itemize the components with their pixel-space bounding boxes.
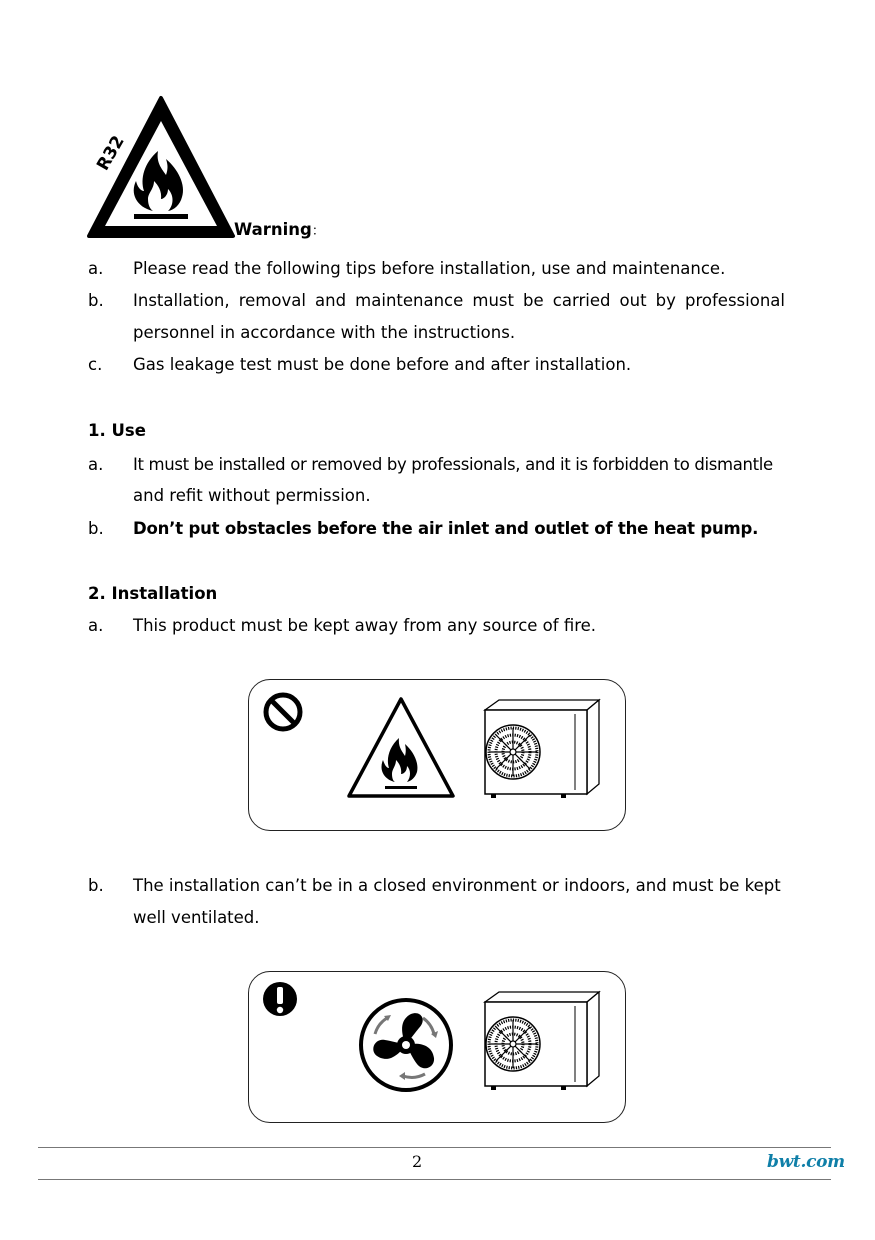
intro-item-b-text-line2: personnel in accordance with the instructions. — [133, 323, 516, 342]
intro-item-c-text: Gas leakage test must be done before and after installation. — [133, 355, 632, 374]
intro-item-a-label: a. — [88, 259, 104, 278]
section-installation-heading: 2. Installation — [88, 584, 218, 603]
warning-title — [234, 220, 325, 242]
figure-keep-away-from-fire — [248, 679, 626, 831]
exclamation-mandatory-icon — [261, 980, 299, 1018]
installation-item-b-label: b. — [88, 876, 104, 895]
installation-item-b-text-line1: The installation can’t be in a closed environment or indoors, and must be kept — [133, 876, 781, 895]
intro-item-b-label: b. — [88, 291, 104, 310]
intro-item-a-text: Please read the following tips before installation, use and maintenance. — [133, 259, 726, 278]
figure-well-ventilated — [248, 971, 626, 1123]
ventilation-fan-icon — [357, 996, 455, 1094]
prohibited-icon — [261, 690, 305, 734]
fire-hazard-triangle-icon — [345, 696, 457, 800]
heat-pump-unit-icon — [479, 988, 603, 1092]
intro-item-b-text-line1: Installation, removal and maintenance must be carried out by professional — [133, 291, 785, 310]
warning-title-text: Warning — [234, 220, 312, 239]
heat-pump-unit-icon — [479, 696, 603, 800]
installation-item-b-text-line2: well ventilated. — [133, 908, 260, 927]
page-number: 2 — [412, 1152, 423, 1171]
use-item-a-text-line1: It must be installed or removed by professionals, and it is forbidden to dismantle — [133, 455, 773, 474]
installation-item-a-label: a. — [88, 616, 104, 635]
intro-item-c-label: c. — [88, 355, 103, 374]
section-use-heading: 1. Use — [88, 421, 146, 440]
use-item-a-label: a. — [88, 455, 104, 474]
footer-top-rule — [38, 1147, 831, 1148]
use-item-b-label: b. — [88, 519, 104, 538]
brand-logo-text: bwt.com — [767, 1152, 845, 1172]
use-item-a-text-line2: and refit without permission. — [133, 486, 371, 505]
installation-item-a-text: This product must be kept away from any source of fire. — [133, 616, 597, 635]
r32-refrigerant-label: R32 — [93, 132, 129, 175]
use-item-b-text: Don’t put obstacles before the air inlet and outlet of the heat pump. — [133, 519, 759, 538]
warning-title-colon: ： — [311, 224, 325, 239]
footer-bottom-rule — [38, 1179, 831, 1180]
